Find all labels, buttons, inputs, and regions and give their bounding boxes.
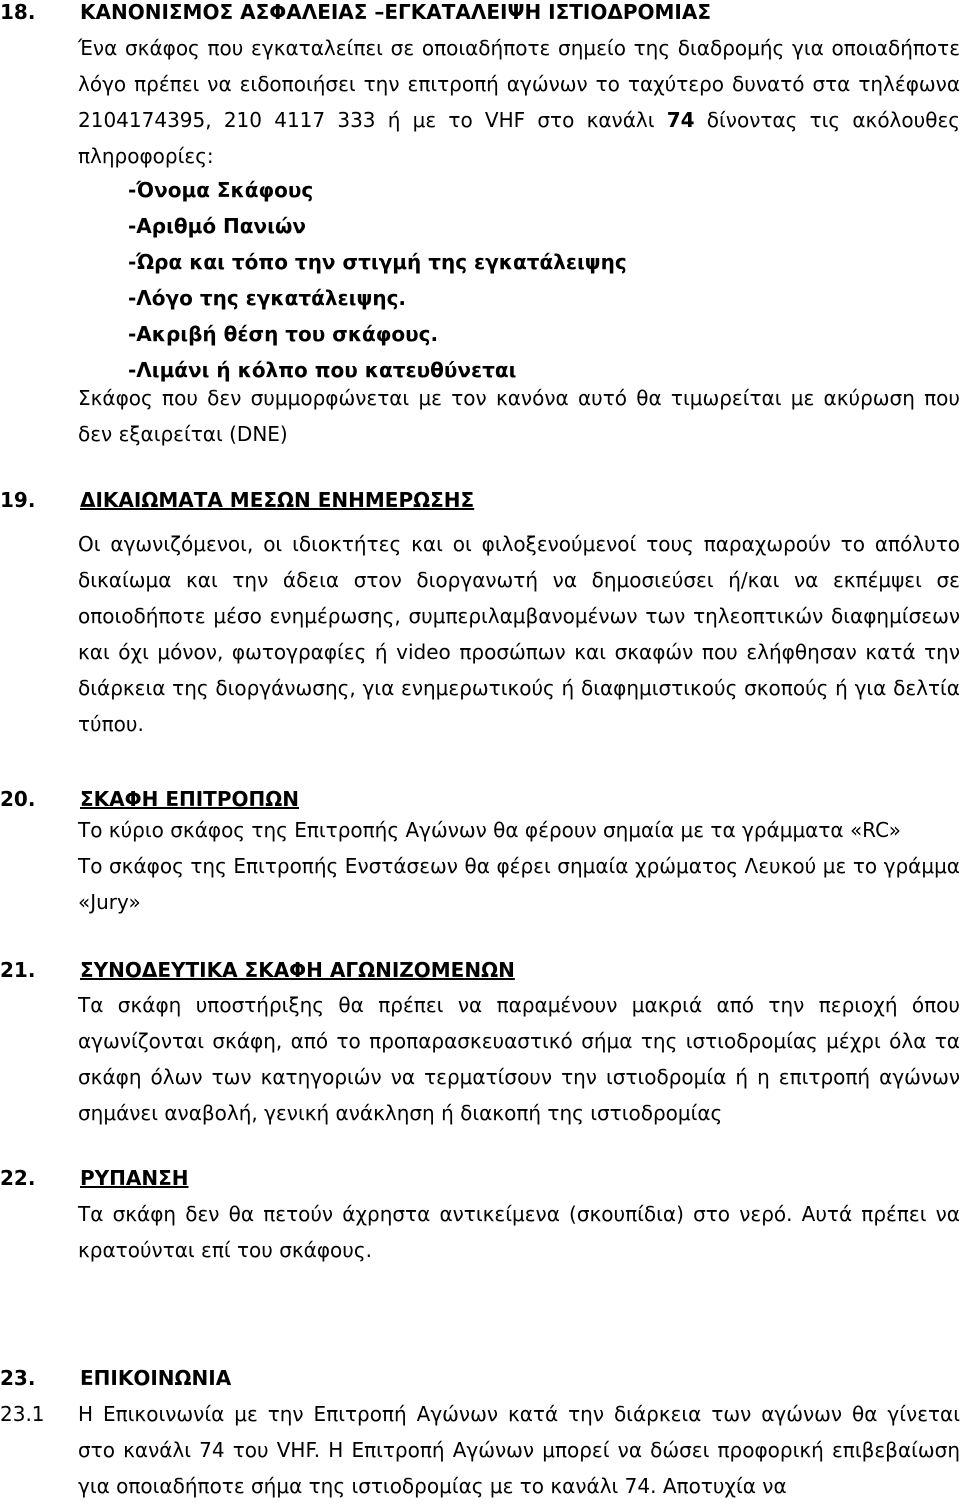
section-19-body: Οι αγωνιζόμενοι, οι ιδιοκτήτες και οι φιλοξενούμενοί τους παραχωρούν το απόλυτο δικαίωμα και την άδεια στον διοργανωτή να δημοσιεύσει ή/και να εκπέμψει σε οποιοδήποτε μέσο ενημέρωσης, συμπεριλαμβανομένων των τηλεοπτικών διαφημίσεων και όχι μόνον, φωτογραφίες ή video προσώπων και σκαφών που ελήφθησαν κατά την διάρκεια της διοργάνωσης, για ενημερωτικούς ή διαφημιστικούς σκοπούς ή για δελτία τύπου.: [78, 532, 960, 736]
section-21-body: Τα σκάφη υποστήριξης θα πρέπει να παραμένουν μακριά από την περιοχή όπου αγωνίζονται σκάφη, από το προπαρασκευαστικό σήμα της ιστιοδρομίας μέχρι όλα τα σκάφη όλων των κατηγοριών να τερματίσουν την ιστιοδρομία ή η επιτροπή αγώνων σημάνει αναβολή, γενική ανάκληση ή διακοπή της ιστιοδρομίας: [78, 993, 960, 1125]
section-19-number: 19.: [0, 488, 36, 512]
section-20-line-1: Το κύριο σκάφος της Επιτροπής Αγώνων θα φέρουν σημαία με τα γράμματα «RC»: [78, 818, 901, 842]
list-item: -Αριθμό Πανιών: [128, 214, 306, 238]
list-item: -Ώρα και τόπο την στιγμή της εγκατάλειψης: [128, 250, 627, 274]
list-item: -Λιμάνι ή κόλπο που κατευθύνεται: [128, 358, 517, 382]
section-18-number: 18.: [0, 0, 36, 24]
section-21-number: 21.: [0, 958, 36, 982]
section-22-title: ΡΥΠΑΝΣΗ: [80, 1166, 189, 1190]
section-20-line-2: Το σκάφος της Επιτροπής Ενστάσεων θα φέρει σημαία χρώματος Λευκού με το γράμμα «Jury»: [78, 854, 960, 914]
section-23-title: ΕΠΙΚΟΙΝΩΝΙΑ: [80, 1366, 232, 1390]
section-23-1-body: Η Επικοινωνία με την Επιτροπή Αγώνων κατά την διάρκεια των αγώνων θα γίνεται στο κανάλι 74 του VHF. Η Επιτροπή Αγώνων μπορεί να δώσει προφορική επιβεβαίωση για οποιαδήποτε σήμα της ιστιοδρομίας με το κανάλι 74. Αποτυχία να: [78, 1402, 960, 1498]
section-21-title: ΣΥΝΟΔΕΥΤΙΚΑ ΣΚΑΦΗ ΑΓΩΝΙΖΟΜΕΝΩΝ: [80, 958, 515, 982]
list-item: -Όνομα Σκάφους: [128, 178, 314, 202]
section-20-title: ΣΚΑΦΗ ΕΠΙΤΡΟΠΩΝ: [80, 787, 299, 811]
section-18-closing: Σκάφος που δεν συμμορφώνεται με τον κανόνα αυτό θα τιμωρείται με ακύρωση που δεν εξαιρείται (DNE): [78, 386, 960, 446]
section-22-body: Τα σκάφη δεν θα πετούν άχρηστα αντικείμενα (σκουπίδια) στο νερό. Αυτά πρέπει να κρατούνται επί του σκάφους.: [78, 1202, 960, 1262]
section-22-number: 22.: [0, 1166, 36, 1190]
list-item: -Ακριβή θέση του σκάφους.: [128, 322, 439, 346]
section-18-info-list: [128, 172, 627, 388]
section-20-number: 20.: [0, 787, 36, 811]
section-18-channel: 74: [666, 108, 695, 132]
section-19-title: ΔΙΚΑΙΩΜΑΤΑ ΜΕΣΩΝ ΕΝΗΜΕΡΩΣΗΣ: [80, 488, 475, 512]
section-18-intro: [78, 30, 960, 174]
section-20-body: [78, 812, 960, 920]
list-item: -Λόγο της εγκατάλειψης.: [128, 286, 407, 310]
section-18-intro-text: Ένα σκάφος που εγκαταλείπει σε οποιαδήποτε σημείο της διαδρομής για οποιαδήποτε λόγο πρέπει να ειδοποιήσει την επιτροπή αγώνων το ταχύτερο δυνατό στα τηλέφωνα 2104174395, 210 4117 333 ή με το VHF στο κανάλι: [78, 36, 960, 132]
section-23-number: 23.: [0, 1366, 36, 1390]
section-23-1-number: 23.1: [0, 1402, 45, 1426]
section-18-intro-end: δίνοντας τις ακόλουθες πληροφορίες:: [78, 108, 960, 168]
section-18-title: ΚΑΝΟΝΙΣΜΟΣ ΑΣΦΑΛΕΙΑΣ –ΕΓΚΑΤΑΛΕΙΨΗ ΙΣΤΙΟΔΡΟΜΙΑΣ: [80, 0, 711, 24]
